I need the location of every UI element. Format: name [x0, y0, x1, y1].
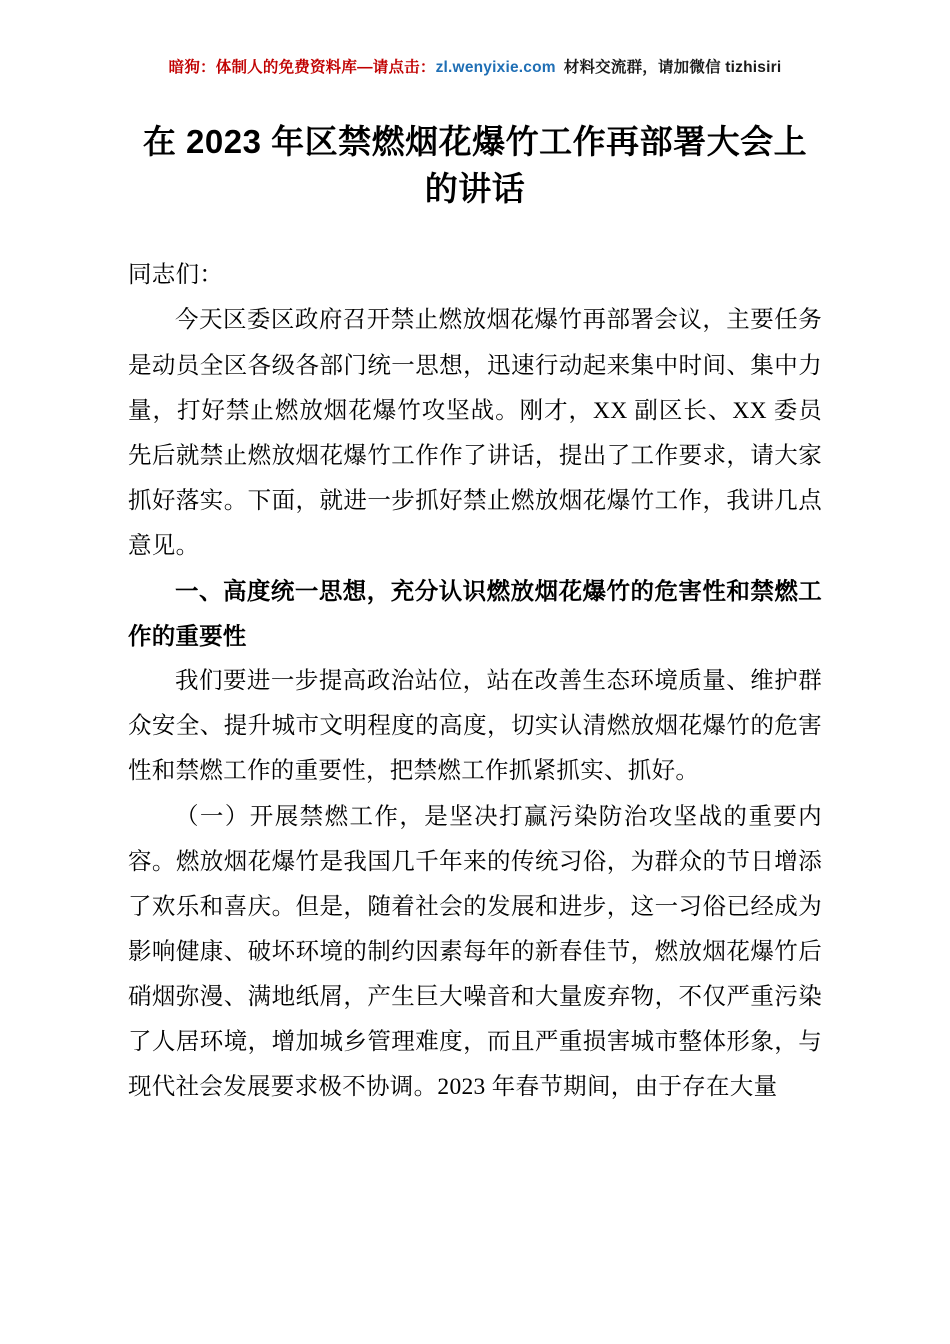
paragraph-intro: 今天区委区政府召开禁止燃放烟花爆竹再部署会议，主要任务是动员全区各级各部门统一思想，迅速行动起来集中时间、集中力量，打好禁止燃放烟花爆竹攻坚战。刚才，XX 副区长、XX 委员先后就禁止燃放烟花爆竹工作作了讲话，提出了工作要求，请大家抓好落实。下面，就进一步抓好禁止燃放烟花爆竹工作，我讲几点意见。 [128, 307, 822, 559]
paragraph-section1-body: 我们要进一步提高政治站位，站在改善生态环境质量、维护群众安全、提升城市文明程度的高度，切实认清燃放烟花爆竹的危害性和禁燃工作的重要性，把禁燃工作抓紧抓实、抓好。 [128, 668, 822, 785]
watermark-banner [128, 0, 822, 78]
banner-red-text: 体制人的免费资料库 [215, 59, 358, 76]
banner-separator: —请点击： [357, 59, 436, 76]
section-heading-1: 一、高度统一思想，充分认识燃放烟花爆竹的危害性和禁燃工作的重要性 [128, 578, 822, 650]
paragraph-subsection-1: （一）开展禁燃工作，是坚决打赢污染防治攻坚战的重要内容。燃放烟花爆竹是我国几千年来的传统习俗，为群众的节日增添了欢乐和喜庆。但是，随着社会的发展和进步，这一习俗已经成为影响健康、破坏环境的制约因素每年的新春佳节，燃放烟花爆竹后硝烟弥漫、满地纸屑，产生巨大噪音和大量废弃物，不仅严重污染了人居环境，增加城乡管理难度，而且严重损害城市整体形象，与现代社会发展要求极不协调。2023 年春节期间，由于存在大量 [128, 803, 822, 1101]
banner-link[interactable]: zl.wenyixie.com [435, 59, 556, 76]
paragraph-salutation: 同志们： [128, 262, 224, 289]
document-body [128, 253, 822, 1110]
banner-prefix: 暗狗： [168, 59, 216, 76]
page-title: 在 2023 年区禁燃烟花爆竹工作再部署大会上的讲话 [142, 122, 808, 208]
banner-tail: 材料交流群，请加微信 tizhisiri [563, 59, 782, 76]
